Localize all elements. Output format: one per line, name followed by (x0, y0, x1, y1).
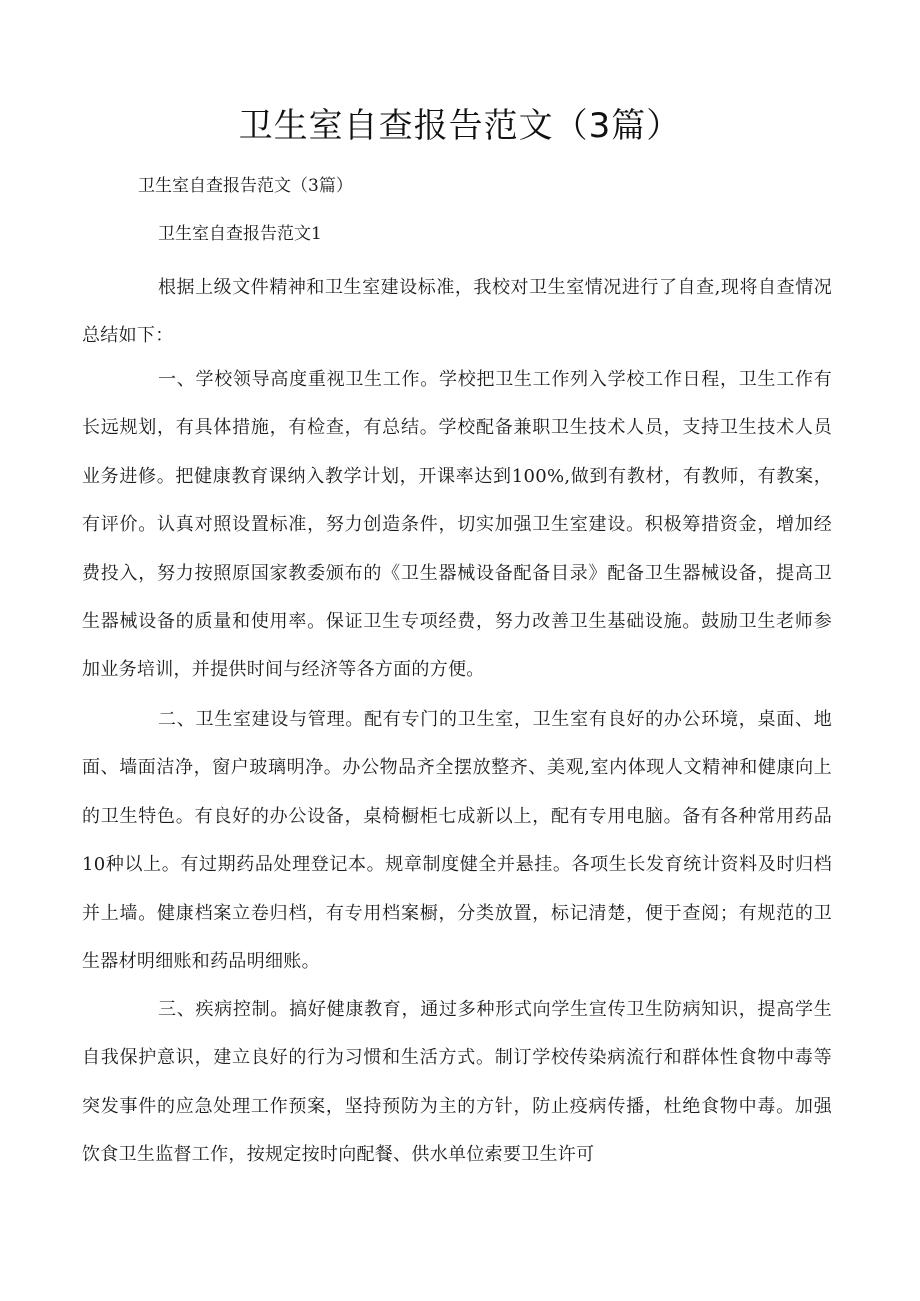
paragraph-intro: 根据上级文件精神和卫生室建设标准，我校对卫生室情况进行了自查,现将自查情况总结如下： (82, 277, 832, 347)
section-heading: 卫生室自查报告范文1 (158, 224, 322, 244)
document-subtitle: 卫生室自查报告范文（3篇） (138, 176, 353, 196)
paragraph-leadership: 一、学校领导高度重视卫生工作。学校把卫生工作列入学校工作日程，卫生工作有长远规划，有具体措施，有检查，有总结。学校配备兼职卫生技术人员，支持卫生技术人员业务进修。把健康教育课纳入教学计划，开课率达到100%,做到有教材，有教师，有教案，有评价。认真对照设置标准，努力创造条件，切实加强卫生室建设。积极筹措资金，增加经费投入，努力按照原国家教委颁布的《卫生器械设备配备目录》配备卫生器械设备，提高卫生器械设备的质量和使用率。保证卫生专项经费，努力改善卫生基础设施。鼓励卫生老师参加业务培训，并提供时间与经济等各方面的方便。 (82, 369, 832, 681)
paragraph-construction: 二、卫生室建设与管理。配有专门的卫生室，卫生室有良好的办公环境，桌面、地面、墙面洁净，窗户玻璃明净。办公物品齐全摆放整齐、美观,室内体现人文精神和健康向上的卫生特色。有良好的办公设备，桌椅橱柜七成新以上，配有专用电脑。备有各种常用药品10种以上。有过期药品处理登记本。规章制度健全并悬挂。各项生长发育统计资料及时归档并上墙。健康档案立卷归档，有专用档案橱，分类放置，标记清楚，便于查阅；有规范的卫生器材明细账和药品明细账。 (82, 709, 832, 973)
paragraph-disease-control: 三、疾病控制。搞好健康教育，通过多种形式向学生宣传卫生防病知识，提高学生自我保护意识，建立良好的行为习惯和生活方式。制订学校传染病流行和群体性食物中毒等突发事件的应急处理工作预案，坚持预防为主的方针，防止疫病传播，杜绝食物中毒。加强饮食卫生监督工作，按规定按时向配餐、供水单位索要卫生许可 (82, 999, 832, 1166)
document-title: 卫生室自查报告范文（3篇） (238, 106, 682, 146)
